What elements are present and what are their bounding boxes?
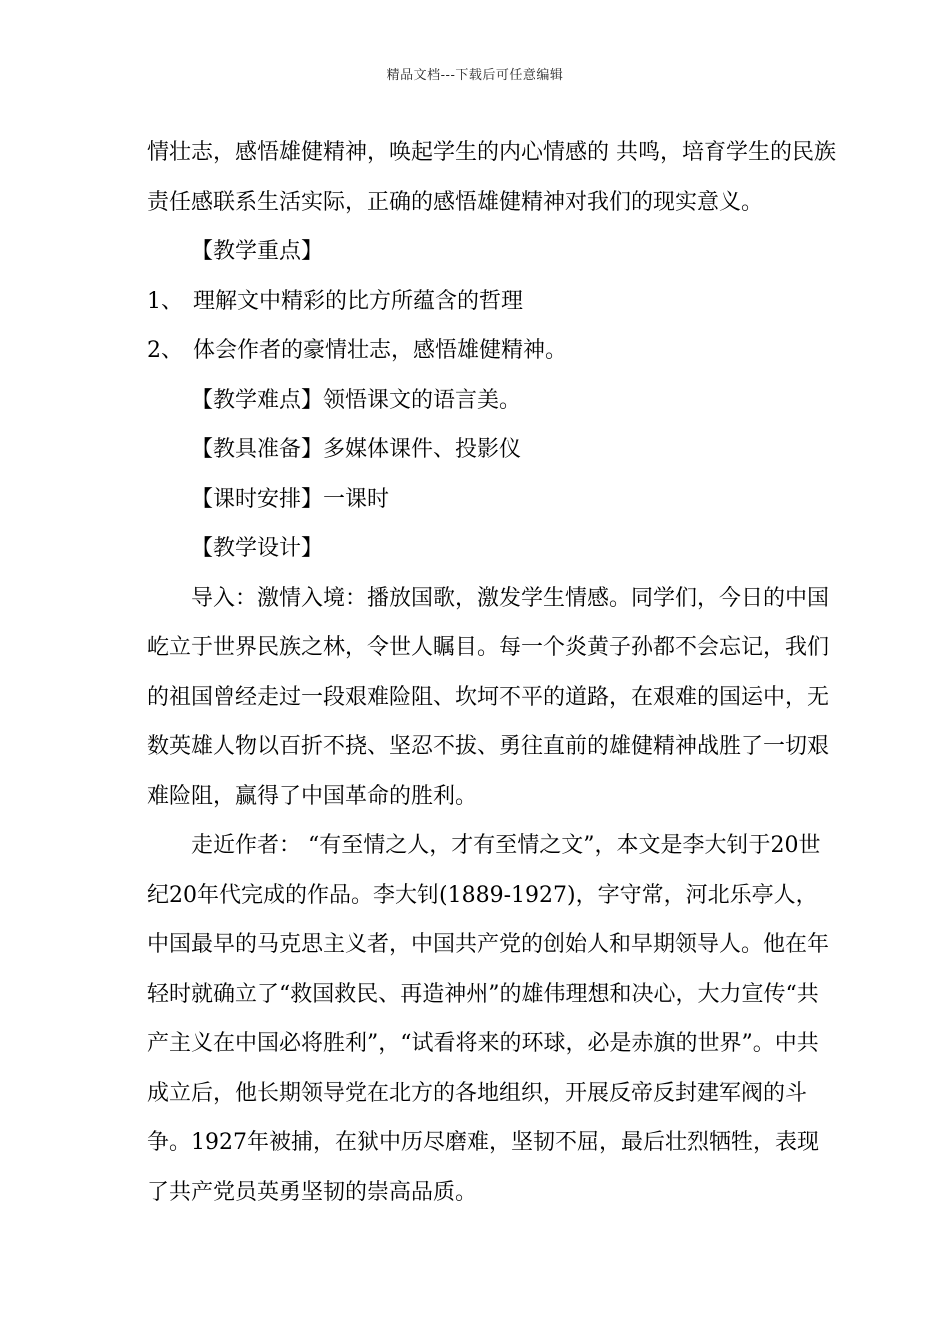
list-item-text: 理解文中精彩的比方所蕴含的哲理 bbox=[193, 288, 524, 314]
list-item-text: 体会作者的豪情壮志，感悟雄健精神。 bbox=[193, 338, 568, 363]
document-body bbox=[147, 128, 837, 1217]
heading-key-points: 【教学重点】 bbox=[191, 239, 324, 264]
list-item bbox=[147, 277, 837, 327]
list-item-number: 2、 bbox=[147, 338, 183, 363]
paragraph-difficulty: 【教学难点】领悟课文的语言美。 bbox=[191, 387, 522, 413]
paragraph-schedule: 【课时安排】一课时 bbox=[191, 486, 390, 512]
paragraph-author: 走近作者： “有至情之人，才有至情之文”，本文是李大钊于20世纪20年代完成的作品。李大钊(1889-1927)，字守常，河北乐亭人，中国最早的马克思主义者，中国共产党的创始人和早期领导人。他在年轻时就确立了“救国救民、再造神州”的雄伟理想和决心，大力宣传“共产主义在中国必将胜利”，“试看将来的环球，必是赤旗的世界”。中共成立后，他长期领导党在北方的各地组织，开展反帝反封建军阀的斗争。1927年被捕，在狱中历尽磨难，坚韧不屈，最后壮烈牺牲，表现了共产党员英勇坚韧的崇高品质。 bbox=[147, 833, 830, 1205]
list-item bbox=[147, 326, 837, 376]
paragraph-intro: 导入：激情入境：播放国歌，激发学生情感。同学们，今日的中国屹立于世界民族之林，令世人瞩目。每一个炎黄子孙都不会忘记，我们的祖国曾经走过一段艰难险阻、坎坷不平的道路，在艰难的国运中，无数英雄人物以百折不挠、坚忍不拔、勇往直前的雄健精神战胜了一切艰难险阻，赢得了中国革命的胜利。 bbox=[147, 585, 830, 809]
heading-design: 【教学设计】 bbox=[191, 536, 324, 561]
page-header: 精品文档---下载后可任意编辑 bbox=[386, 68, 564, 83]
paragraph-goal-continuation: 情壮志，感悟雄健精神，唤起学生的内心情感的 共鸣，培育学生的民族责任感联系生活实际，正确的感悟雄健精神对我们的现实意义。 bbox=[147, 140, 836, 215]
list-item-number: 1、 bbox=[147, 288, 183, 314]
paragraph-tools: 【教具准备】多媒体课件、投影仪 bbox=[191, 437, 522, 462]
